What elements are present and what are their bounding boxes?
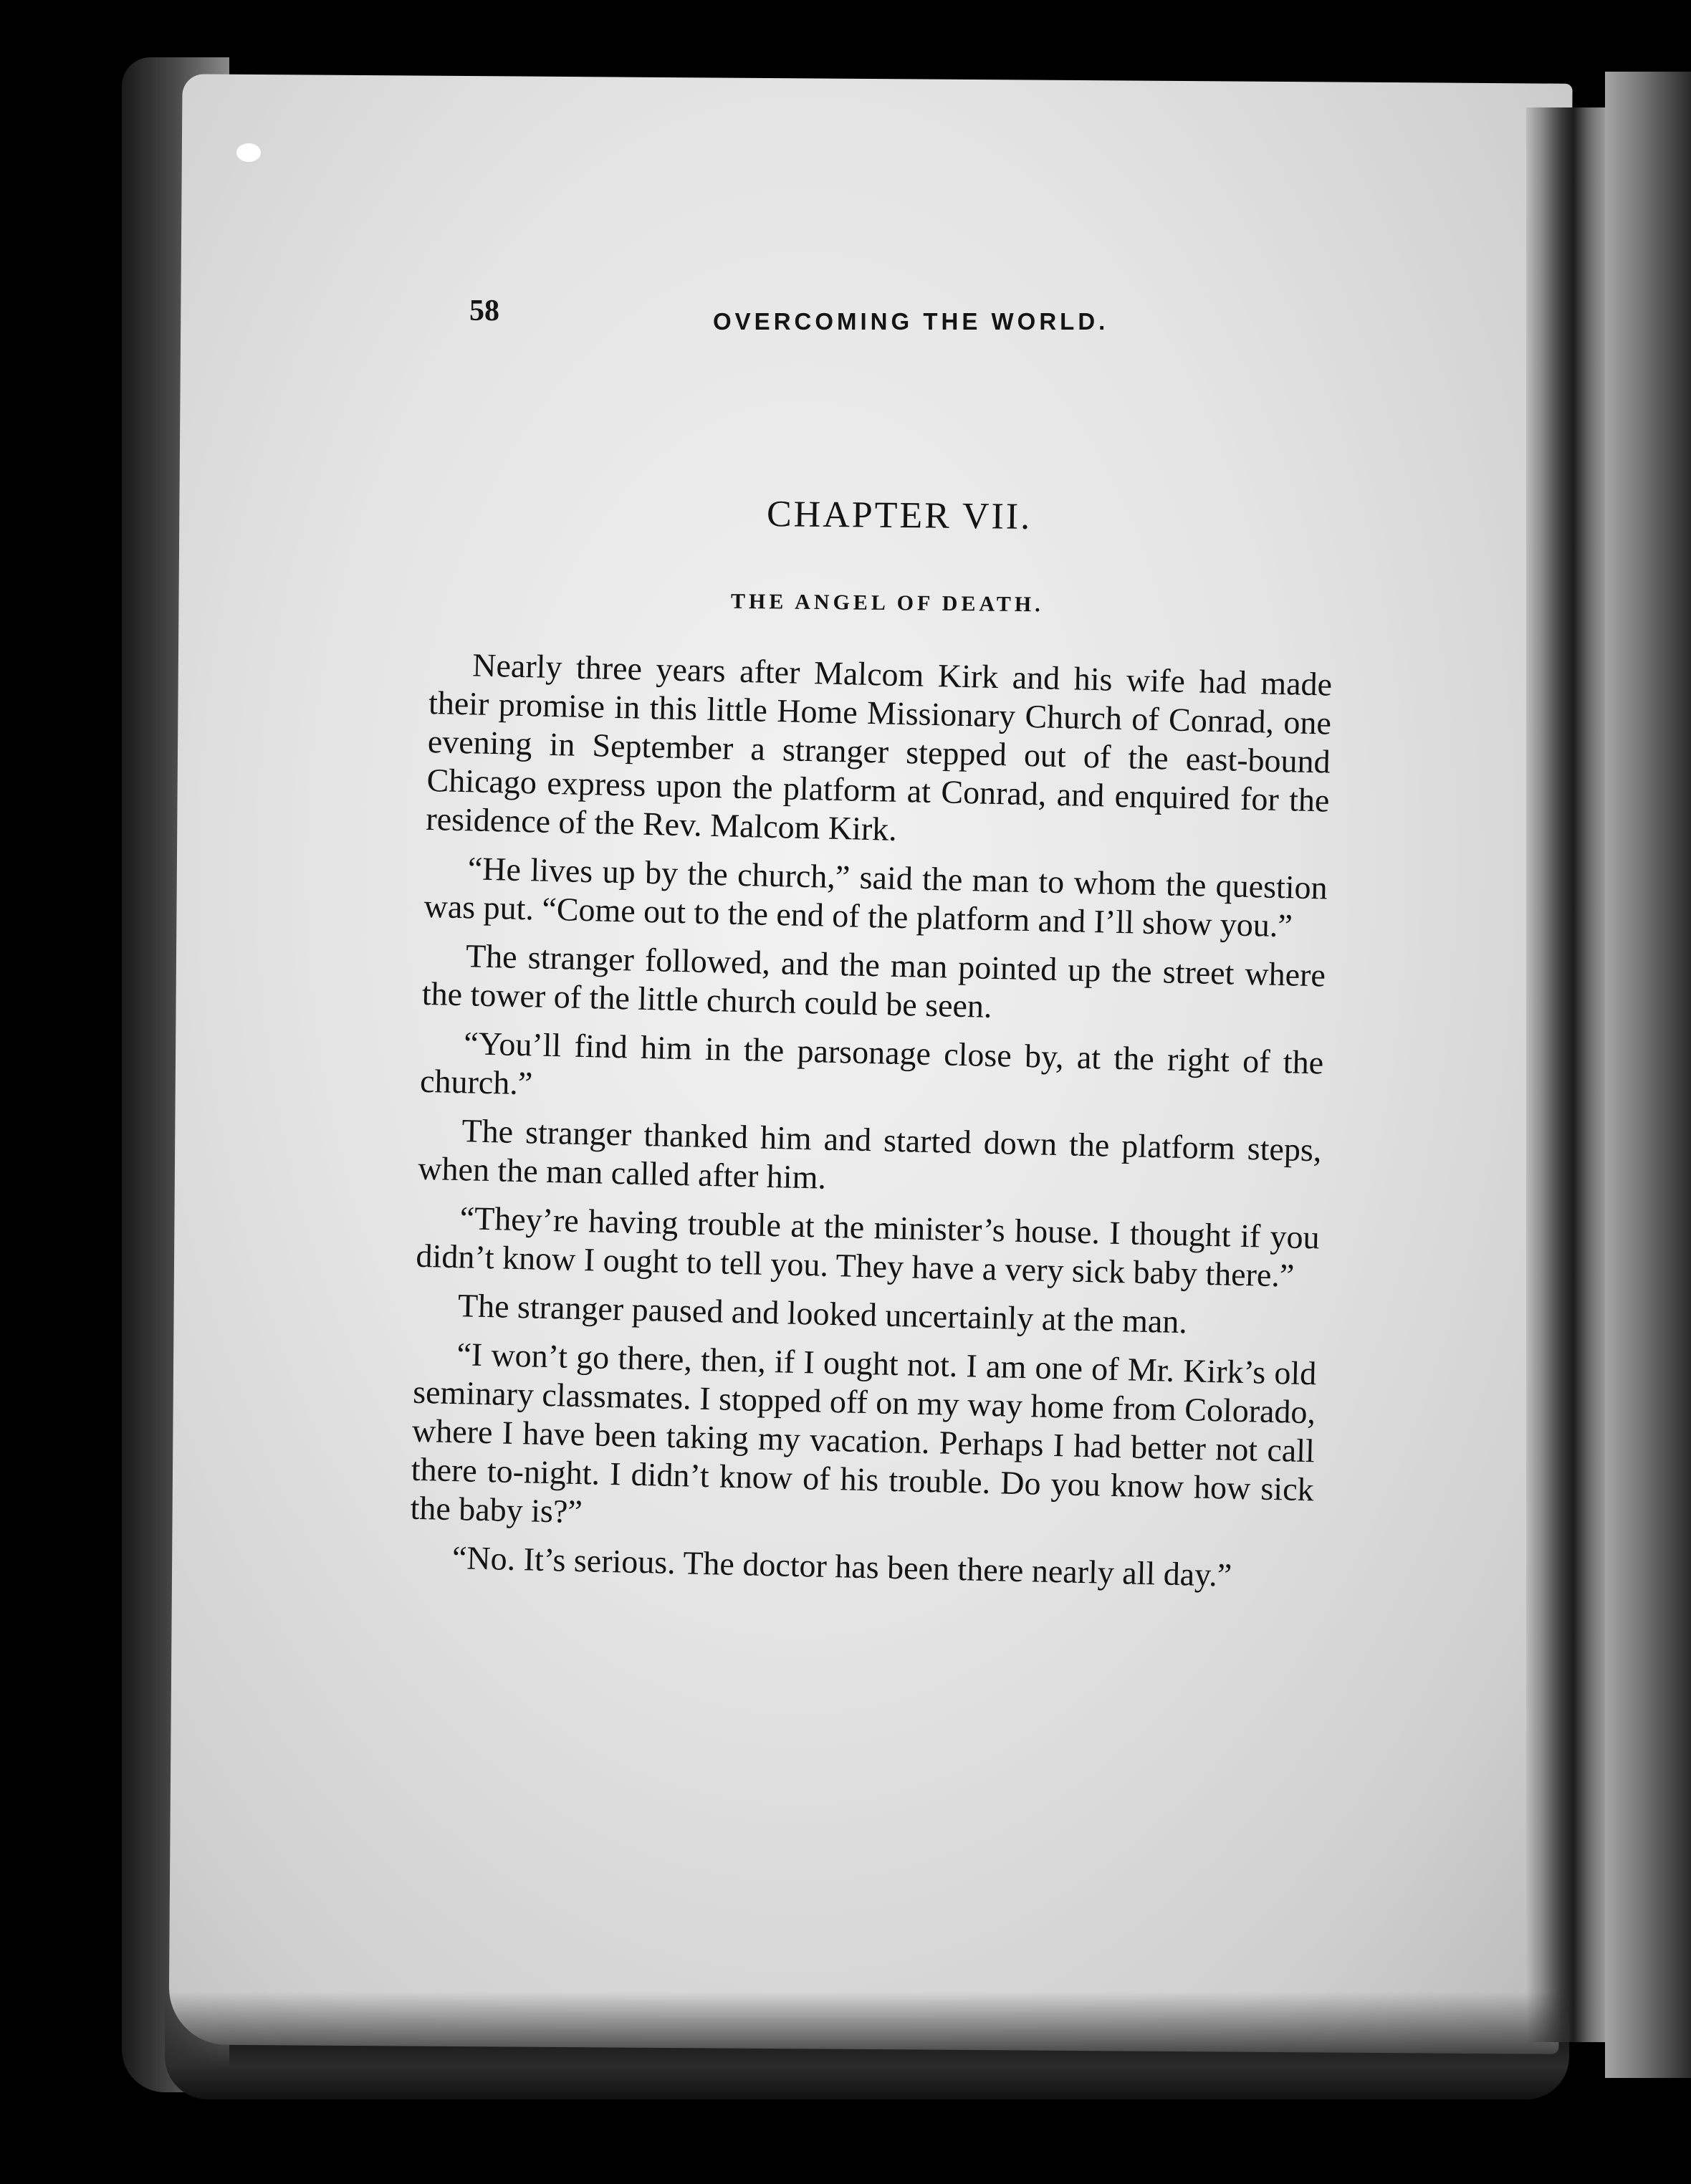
- running-title: OVERCOMING THE WORLD.: [713, 308, 1109, 335]
- chapter-body: [408, 645, 1332, 1606]
- paragraph: “They’re having trouble at the minister’s house. I thought if you didn’t know I ought to tell you. They have a very sick baby there.”: [416, 1199, 1321, 1294]
- chapter-subtitle: THE ANGEL OF DEATH.: [730, 589, 1044, 617]
- paragraph: The stranger thanked him and started down the platform steps, when the man called after him.: [417, 1112, 1322, 1196]
- paragraph: “I won’t go there, then, if I ought not. I am one of Mr. Kirk’s old seminary classmates. I stopped off on my way home from Colorado, where I have been taking my vacation. Perhaps I had better not call there to-night. I didn’t know of his trouble. Do you know how sick the baby is?”: [410, 1336, 1317, 1531]
- chapter-heading: CHAPTER VII.: [766, 494, 1033, 537]
- paragraph: The stranger paused and looked uncertainly at the man.: [457, 1287, 1188, 1341]
- paragraph: The stranger followed, and the man pointed up the street where the tower of the little church could be seen.: [421, 937, 1326, 1025]
- page-number: 58: [469, 294, 499, 327]
- paragraph: Nearly three years after Malcom Kirk and his wife had made their promise in this little Home Missionary Church of Conrad, one evening in September a stranger stepped out of the east-bound Chicago express upon the platform at Conrad, and enquired for the residence of the Rev. Malcom Kirk.: [425, 646, 1333, 848]
- paragraph: “He lives up by the church,” said the man to whom the question was put. “Come out to the end of the platform and I’ll show you.”: [423, 850, 1328, 944]
- paragraph: “No. It’s serious. The doctor has been there nearly all day.”: [451, 1539, 1232, 1594]
- paragraph: “You’ll find him in the parsonage close by, at the right of the church.”: [419, 1025, 1324, 1102]
